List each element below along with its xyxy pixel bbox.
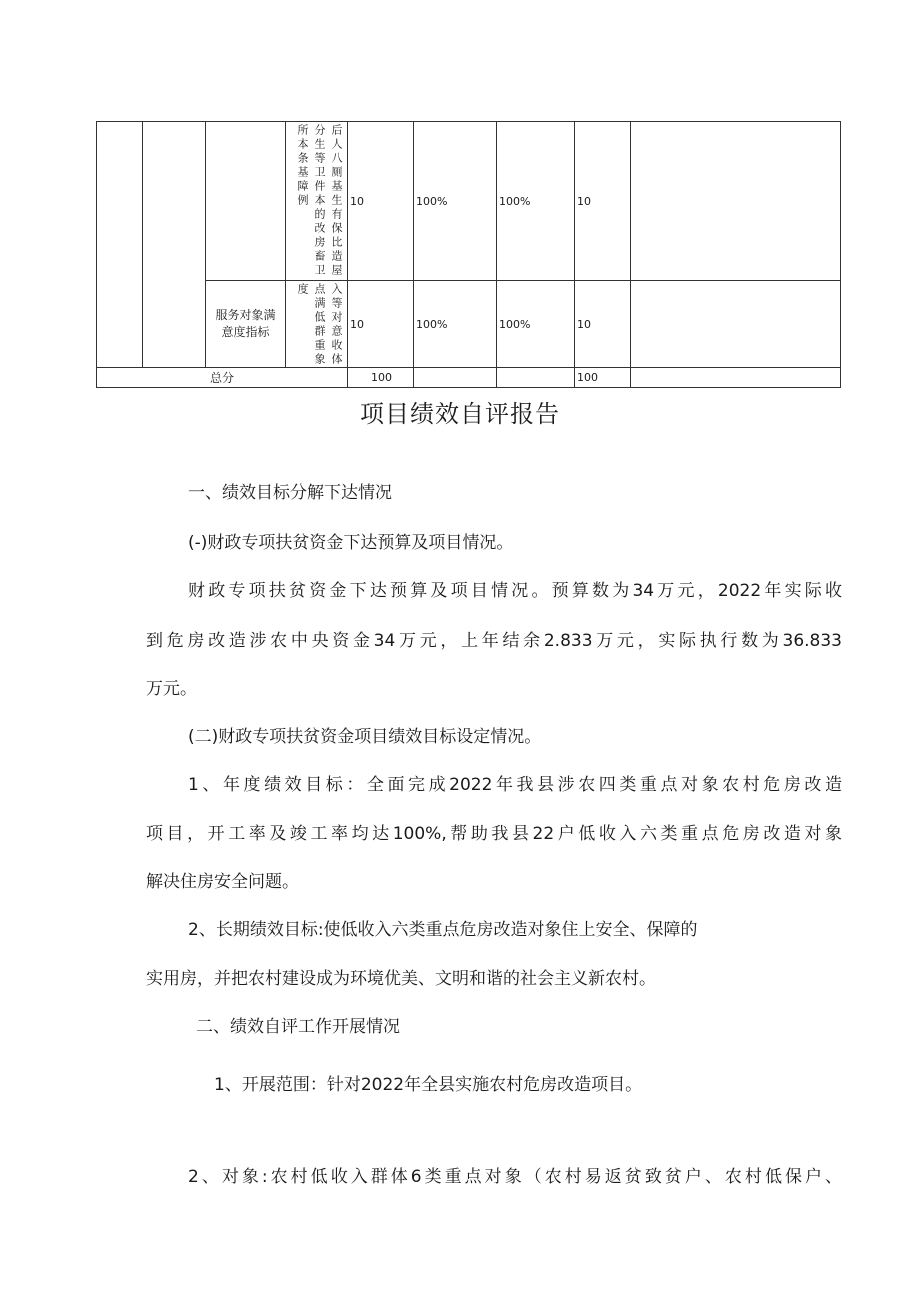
paragraph-line: 实用房，并把农村建设成为环境优美、文明和谐的社会主义新农村。 xyxy=(146,969,656,989)
indicator-text-line: 点满低群重象 xyxy=(313,283,326,367)
actual-cell: 100% xyxy=(497,122,575,281)
subsection-heading: (-)财政专项扶贫资金下达预算及项目情况。 xyxy=(188,533,514,553)
paragraph-line: 解决住房安全问题。 xyxy=(146,872,299,892)
report-title: 项目绩效自评报告 xyxy=(360,400,560,428)
total-label: 总分 xyxy=(97,368,348,388)
paragraph-line: 到危房改造涉农中央资金34万元，上年结余2.833万元，实际执行数为36.833 xyxy=(146,631,842,651)
indicator-text-line: 后人八厕基生有保比造屋 xyxy=(330,124,343,278)
paragraph-line: 2、长期绩效目标:使低收入六类重点危房改造对象住上安全、保障的 xyxy=(188,920,698,940)
performance-indicator-table xyxy=(96,121,841,388)
paragraph-line: 项目，开工率及竣工率均达100%,帮助我县22户低收入六类重点危房改造对象 xyxy=(146,824,842,844)
indicator-text-line: 入等对意收体 xyxy=(330,283,343,367)
subsection-heading: (二)财政专项扶贫资金项目绩效目标设定情况。 xyxy=(188,727,542,747)
remark-cell xyxy=(631,281,841,368)
indicator-text-line: 度 xyxy=(296,283,309,297)
level1-cell xyxy=(97,122,143,368)
indicator-text-line: 分生等卫件本的改房畜卫 xyxy=(313,124,326,278)
indicator-text-line: 所本条基障例 xyxy=(296,124,309,208)
paragraph-line: 1、年度绩效目标：全面完成2022年我县涉农四类重点对象农村危房改造 xyxy=(188,775,842,795)
paragraph-line: 财政专项扶贫资金下达预算及项目情况。预算数为34万元，2022年实际收 xyxy=(188,581,842,601)
indicator-cell xyxy=(286,281,348,368)
weight-cell: 10 xyxy=(348,281,414,368)
score-cell: 10 xyxy=(575,122,631,281)
category-cell: 服务对象满意度指标 xyxy=(206,281,286,368)
table-row-total xyxy=(97,368,841,388)
section-heading: 二、绩效自评工作开展情况 xyxy=(196,1017,400,1037)
empty-cell xyxy=(497,368,575,388)
total-weight: 100 xyxy=(348,368,414,388)
target-cell: 100% xyxy=(414,122,497,281)
table-row xyxy=(97,281,841,368)
category-cell xyxy=(206,122,286,281)
table-row xyxy=(97,122,841,281)
paragraph-line: 1、开展范围：针对2022年全县实施农村危房改造项目。 xyxy=(214,1075,643,1095)
remark-cell xyxy=(631,368,841,388)
target-cell: 100% xyxy=(414,281,497,368)
total-score: 100 xyxy=(575,368,631,388)
actual-cell: 100% xyxy=(497,281,575,368)
weight-cell: 10 xyxy=(348,122,414,281)
empty-cell xyxy=(414,368,497,388)
level2-cell xyxy=(143,122,206,368)
section-heading: 一、绩效目标分解下达情况 xyxy=(188,483,392,503)
indicator-cell xyxy=(286,122,348,281)
paragraph-line: 万元。 xyxy=(146,679,197,699)
paragraph-line: 2、对象:农村低收入群体6类重点对象（农村易返贫致贫户、农村低保户、 xyxy=(188,1167,842,1187)
remark-cell xyxy=(631,122,841,281)
score-cell: 10 xyxy=(575,281,631,368)
